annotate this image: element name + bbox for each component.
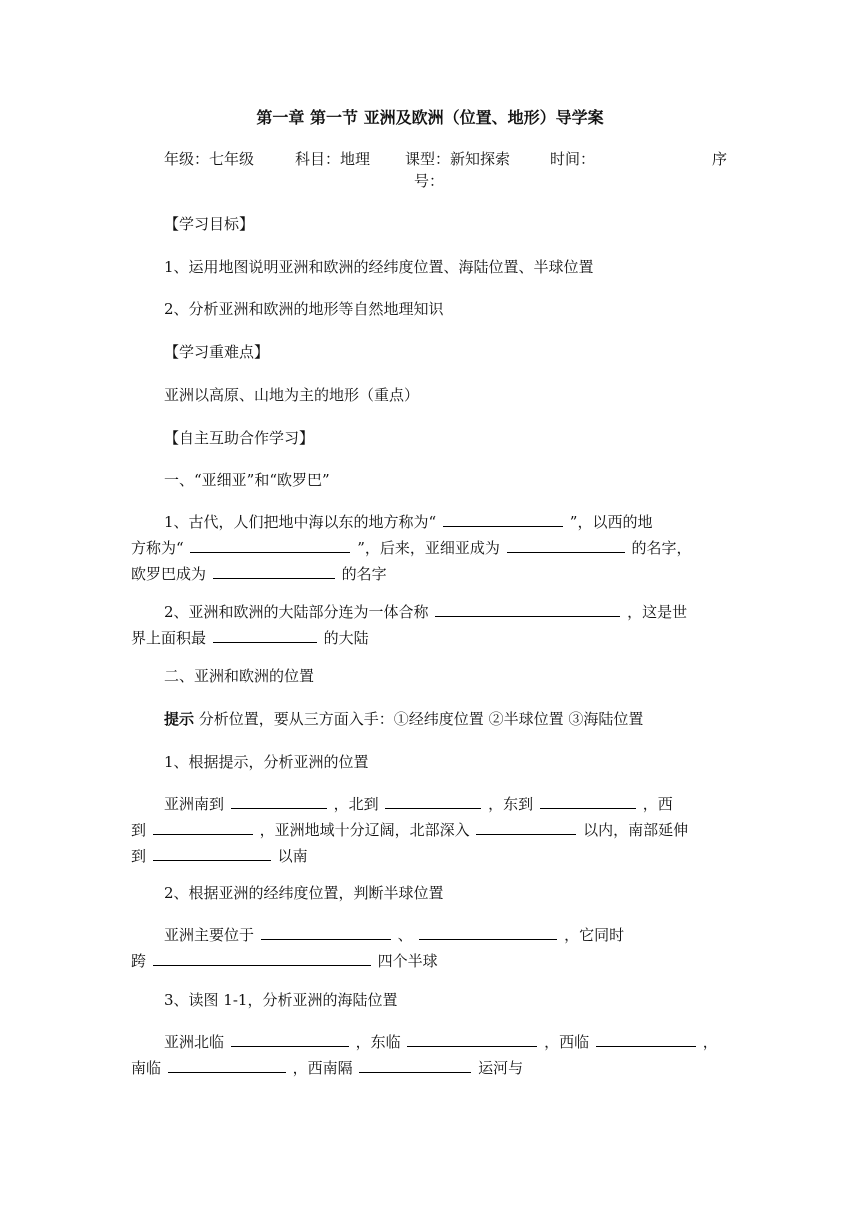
sea-text-d: ， (702, 1033, 718, 1051)
key-point-1: 亚洲以高原、山地为主的地形（重点） (164, 386, 420, 404)
asia-pos-blank-1[interactable] (231, 791, 327, 809)
q1-text-b: ”，以西的地 (569, 513, 653, 531)
goal-2: 2、分析亚洲和欧洲的地形等自然地理知识 (164, 300, 444, 318)
q2-blank-2[interactable] (213, 625, 317, 643)
sea-blank-2[interactable] (407, 1029, 537, 1047)
asia-pos-text-e: 到 (131, 821, 147, 839)
sea-land (164, 1029, 730, 1055)
asia-pos-text-d: ，西 (642, 795, 673, 813)
asia-pos-text-g: 以内，南部延伸 (583, 821, 689, 839)
part2-heading: 二、亚洲和欧洲的位置 (164, 667, 315, 685)
hemi-blank-1[interactable] (261, 922, 391, 940)
part1-heading: 一、“亚细亚”和“欧罗巴” (164, 471, 330, 489)
sea-blank-1[interactable] (231, 1029, 349, 1047)
hemi-blank-2[interactable] (419, 922, 557, 940)
hemisphere (164, 922, 730, 948)
question-2-cont (131, 625, 697, 651)
sea-text-a: 亚洲北临 (164, 1033, 225, 1051)
asia-pos-blank-4[interactable] (153, 817, 253, 835)
meta-type: 课型：新知探索 (405, 150, 511, 168)
meta-grade: 年级：七年级 (164, 150, 255, 168)
q2-text-a: 2、亚洲和欧洲的大陆部分连为一体合称 (164, 603, 429, 621)
asia-pos-text-c: ，东到 (488, 795, 534, 813)
sea-blank-5[interactable] (359, 1055, 471, 1073)
asia-pos-text-a: 亚洲南到 (164, 795, 225, 813)
q1-text-c: 方称为“ (131, 539, 184, 557)
meta-subject: 科目：地理 (295, 150, 371, 168)
q1-blank-3[interactable] (507, 535, 625, 553)
hint-line (164, 708, 730, 730)
hemisphere-cont (131, 948, 697, 974)
hemi-text-d: 跨 (131, 952, 147, 970)
hemi-blank-3[interactable] (153, 948, 371, 966)
asia-pos-blank-3[interactable] (540, 791, 636, 809)
hemi-text-a: 亚洲主要位于 (164, 926, 255, 944)
sub-3: 3、读图 1-1，分析亚洲的海陆位置 (164, 991, 398, 1009)
hint-text: 分析位置，要从三方面入手：①经纬度位置 ②半球位置 ③海陆位置 (198, 710, 644, 728)
hemi-text-e: 四个半球 (377, 952, 438, 970)
q1-blank-2[interactable] (190, 535, 350, 553)
asia-pos-text-i: 以南 (277, 847, 308, 865)
q1-blank-4[interactable] (213, 561, 335, 579)
sub-2: 2、根据亚洲的经纬度位置，判断半球位置 (164, 884, 444, 902)
sea-text-g: 运河与 (478, 1059, 524, 1077)
q2-text-b: ，这是世 (627, 603, 688, 621)
q1-text-e: 的名字， (631, 539, 692, 557)
goal-1: 1、运用地图说明亚洲和欧洲的经纬度位置、海陆位置、半球位置 (164, 258, 594, 276)
asia-pos-text-f: ，亚洲地域十分辽阔，北部深入 (259, 821, 470, 839)
hint-label: 提示 (164, 710, 195, 728)
meta-serial-a: 序 (712, 150, 728, 168)
sea-text-b: ，东临 (355, 1033, 401, 1051)
sea-blank-3[interactable] (596, 1029, 696, 1047)
sea-text-f: ，西南隔 (292, 1059, 353, 1077)
asia-position (164, 791, 730, 817)
q1-text-a: 1、古代，人们把地中海以东的地方称为“ (164, 513, 437, 531)
sea-text-e: 南临 (131, 1059, 162, 1077)
q2-text-c: 界上面积最 (131, 629, 207, 647)
meta-serial-b: 号： (414, 172, 445, 190)
question-1-cont (131, 535, 697, 587)
question-2 (164, 599, 730, 625)
q1-blank-1[interactable] (443, 509, 563, 527)
asia-pos-text-h: 到 (131, 847, 147, 865)
q1-text-f: 欧罗巴成为 (131, 565, 207, 583)
hemi-text-b: 、 (397, 926, 413, 944)
coop-heading: 【自主互助合作学习】 (164, 429, 315, 447)
q1-text-g: 的名字 (341, 565, 387, 583)
goals-heading: 【学习目标】 (164, 215, 255, 233)
asia-position-cont (131, 817, 697, 869)
sub-1: 1、根据提示，分析亚洲的位置 (164, 753, 369, 771)
hemi-text-c: ，它同时 (564, 926, 625, 944)
sea-text-c: ，西临 (544, 1033, 590, 1051)
asia-pos-blank-5[interactable] (476, 817, 576, 835)
key-heading: 【学习重难点】 (164, 343, 270, 361)
page-title: 第一章 第一节 亚洲及欧洲（位置、地形）导学案 (256, 108, 604, 127)
asia-pos-blank-2[interactable] (385, 791, 481, 809)
sea-land-cont (131, 1055, 697, 1081)
asia-pos-text-b: ，北到 (333, 795, 379, 813)
asia-pos-blank-6[interactable] (153, 843, 271, 861)
q2-text-d: 的大陆 (323, 629, 369, 647)
meta-time: 时间： (550, 150, 596, 168)
q1-text-d: ”，后来，亚细亚成为 (357, 539, 500, 557)
question-1 (164, 509, 730, 535)
sea-blank-4[interactable] (168, 1055, 286, 1073)
q2-blank-1[interactable] (435, 599, 620, 617)
